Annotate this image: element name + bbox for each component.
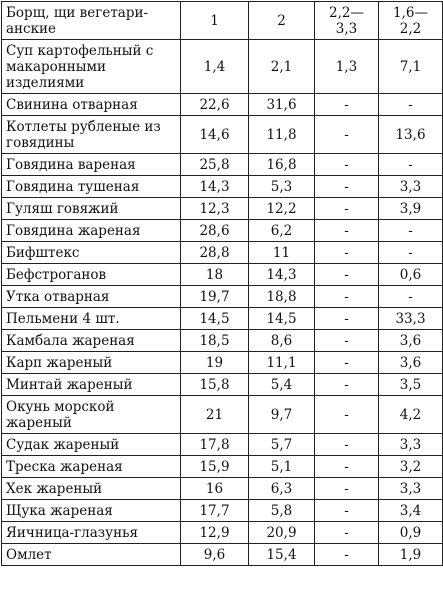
table-row <box>2 220 443 242</box>
cell-value: 1,4 <box>181 40 249 94</box>
cell-value: - <box>315 94 379 116</box>
header-cell-2: 2 <box>249 2 315 40</box>
cell-value: 22,6 <box>181 94 249 116</box>
cell-value: 5,1 <box>249 456 315 478</box>
cell-value: 0,9 <box>379 522 443 544</box>
cell-value: 3,9 <box>379 198 443 220</box>
cell-value: 28,8 <box>181 242 249 264</box>
table-row <box>2 242 443 264</box>
cell-value: - <box>315 478 379 500</box>
cell-value: - <box>315 286 379 308</box>
header-cell-name: Борщ, щи вегетари-анские <box>2 2 181 40</box>
cell-value: 12,9 <box>181 522 249 544</box>
cell-food-name: Говядина жареная <box>2 220 181 242</box>
cell-value: - <box>315 220 379 242</box>
cell-value: - <box>315 330 379 352</box>
cell-value: - <box>315 500 379 522</box>
cell-value: 3,5 <box>379 374 443 396</box>
cell-value: 18,8 <box>249 286 315 308</box>
cell-value: 3,3 <box>379 176 443 198</box>
cell-food-name: Омлет <box>2 544 181 566</box>
cell-value: 5,7 <box>249 434 315 456</box>
cell-value: - <box>315 198 379 220</box>
header-cell-3: 2,2—3,3 <box>315 2 379 40</box>
cell-value: 15,4 <box>249 544 315 566</box>
cell-value: - <box>379 286 443 308</box>
table-row <box>2 352 443 374</box>
cell-food-name: Пельмени 4 шт. <box>2 308 181 330</box>
cell-food-name: Яичница-глазунья <box>2 522 181 544</box>
cell-value: 14,3 <box>181 176 249 198</box>
cell-value: 5,8 <box>249 500 315 522</box>
cell-value: 4,2 <box>379 396 443 434</box>
cell-value: 6,3 <box>249 478 315 500</box>
cell-value: 19,7 <box>181 286 249 308</box>
cell-value: 8,6 <box>249 330 315 352</box>
table-row <box>2 40 443 94</box>
cell-value: 31,6 <box>249 94 315 116</box>
cell-value: 25,8 <box>181 154 249 176</box>
cell-food-name: Гуляш говяжий <box>2 198 181 220</box>
cell-value: 14,3 <box>249 264 315 286</box>
table-row <box>2 176 443 198</box>
cell-value: 3,2 <box>379 456 443 478</box>
cell-value: 15,9 <box>181 456 249 478</box>
cell-food-name: Котлеты рубленые из говядины <box>2 116 181 154</box>
cell-food-name: Бефстроганов <box>2 264 181 286</box>
cell-food-name: Бифштекс <box>2 242 181 264</box>
table-row <box>2 500 443 522</box>
cell-value: 5,3 <box>249 176 315 198</box>
cell-value: 1,3 <box>315 40 379 94</box>
cell-value: - <box>315 176 379 198</box>
table-row <box>2 154 443 176</box>
table-row <box>2 396 443 434</box>
cell-value: 3,3 <box>379 478 443 500</box>
cell-value: 0,6 <box>379 264 443 286</box>
cell-food-name: Говядина вареная <box>2 154 181 176</box>
cell-value: - <box>379 154 443 176</box>
cell-value: 19 <box>181 352 249 374</box>
cell-value: 14,5 <box>249 308 315 330</box>
cell-value: 7,1 <box>379 40 443 94</box>
cell-value: - <box>315 242 379 264</box>
cell-value: 1,9 <box>379 544 443 566</box>
cell-value: 11,1 <box>249 352 315 374</box>
cell-value: - <box>315 116 379 154</box>
cell-food-name: Щука жареная <box>2 500 181 522</box>
cell-value: 17,7 <box>181 500 249 522</box>
cell-value: 5,4 <box>249 374 315 396</box>
cell-value: - <box>315 264 379 286</box>
cell-value: 3,3 <box>379 434 443 456</box>
cell-value: 16 <box>181 478 249 500</box>
cell-food-name: Суп картофельный с макаронными изделиями <box>2 40 181 94</box>
cell-food-name: Треска жареная <box>2 456 181 478</box>
cell-value: 9,6 <box>181 544 249 566</box>
nutrition-table <box>1 1 443 566</box>
table-row <box>2 330 443 352</box>
cell-value: - <box>379 94 443 116</box>
cell-value: - <box>315 352 379 374</box>
cell-value: - <box>315 374 379 396</box>
cell-value: 28,6 <box>181 220 249 242</box>
table-row <box>2 456 443 478</box>
cell-food-name: Судак жареный <box>2 434 181 456</box>
table-row <box>2 308 443 330</box>
cell-value: - <box>315 522 379 544</box>
cell-value: 18,5 <box>181 330 249 352</box>
table-row <box>2 286 443 308</box>
cell-value: - <box>315 308 379 330</box>
cell-value: 3,6 <box>379 330 443 352</box>
cell-value: 13,6 <box>379 116 443 154</box>
cell-value: 2,1 <box>249 40 315 94</box>
header-cell-1: 1 <box>181 2 249 40</box>
cell-value: 33,3 <box>379 308 443 330</box>
cell-value: 16,8 <box>249 154 315 176</box>
table-row <box>2 374 443 396</box>
cell-value: 15,8 <box>181 374 249 396</box>
cell-value: 18 <box>181 264 249 286</box>
cell-value: - <box>379 242 443 264</box>
cell-food-name: Карп жареный <box>2 352 181 374</box>
cell-value: - <box>315 456 379 478</box>
table-row <box>2 478 443 500</box>
header-cell-4: 1,6—2,2 <box>379 2 443 40</box>
table-row <box>2 522 443 544</box>
table-row <box>2 198 443 220</box>
cell-food-name: Камбала жареная <box>2 330 181 352</box>
cell-value: 11 <box>249 242 315 264</box>
table-row <box>2 264 443 286</box>
cell-value: - <box>379 220 443 242</box>
cell-value: 6,2 <box>249 220 315 242</box>
cell-value: 11,8 <box>249 116 315 154</box>
table-row <box>2 544 443 566</box>
cell-food-name: Окунь морской жареный <box>2 396 181 434</box>
cell-value: 17,8 <box>181 434 249 456</box>
cell-value: 12,2 <box>249 198 315 220</box>
cell-value: 3,4 <box>379 500 443 522</box>
cell-value: - <box>315 154 379 176</box>
cell-value: 20,9 <box>249 522 315 544</box>
cell-food-name: Минтай жареный <box>2 374 181 396</box>
cell-value: 9,7 <box>249 396 315 434</box>
cell-value: 21 <box>181 396 249 434</box>
cell-food-name: Свинина отварная <box>2 94 181 116</box>
cell-value: 14,5 <box>181 308 249 330</box>
cell-value: 3,6 <box>379 352 443 374</box>
table-header-row <box>2 2 443 40</box>
cell-value: - <box>315 434 379 456</box>
cell-food-name: Утка отварная <box>2 286 181 308</box>
cell-food-name: Хек жареный <box>2 478 181 500</box>
cell-value: - <box>315 396 379 434</box>
table-row <box>2 434 443 456</box>
cell-value: 12,3 <box>181 198 249 220</box>
table-row <box>2 116 443 154</box>
cell-value: 14,6 <box>181 116 249 154</box>
cell-value: - <box>315 544 379 566</box>
table-row <box>2 94 443 116</box>
cell-food-name: Говядина тушеная <box>2 176 181 198</box>
